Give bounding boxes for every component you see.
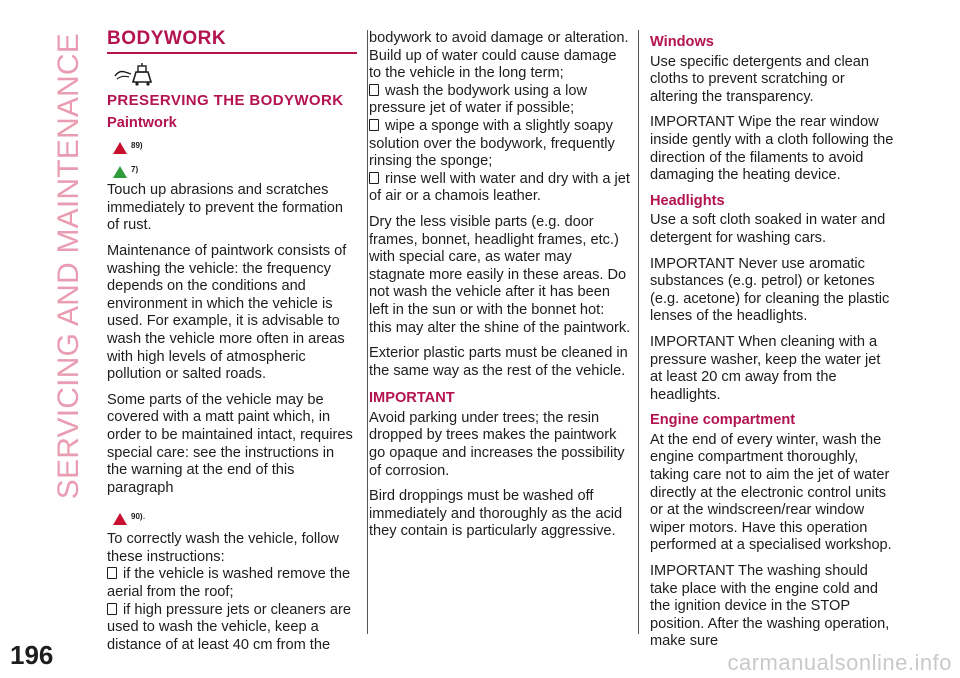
paragraph: Exterior plastic parts must be cleaned in the same way as the rest of the vehicle.	[369, 345, 628, 379]
column-2	[369, 30, 631, 549]
paragraph: bodywork to avoid damage or alteration. Build up of water could cause damage to the vehicle in the long term;	[369, 30, 629, 82]
hand-washing-car-icon	[111, 62, 357, 86]
paragraph: Avoid parking under trees; the resin dropped by trees makes the paintwork go opaque and increases the possibility of corrosion.	[369, 409, 625, 479]
side-chapter-title: SERVICING AND MAINTENANCE	[52, 33, 85, 500]
paragraph: Use a soft cloth soaked in water and detergent for washing cars.	[650, 212, 886, 246]
section-title: BODYWORK	[107, 30, 357, 54]
column-divider	[367, 30, 368, 634]
paragraph: Bird droppings must be washed off immediately and thoroughly as the acid they contain is particularly aggressive.	[369, 488, 623, 540]
list-item: if the vehicle is washed remove the aerial from the roof;	[107, 566, 351, 601]
paragraph: IMPORTANT The washing should take place with the engine cold and the ignition device in the STOP position. After the washing operation, make sure	[650, 563, 890, 650]
paragraph: Maintenance of paintwork consists of washing the vehicle: the frequency depends on the conditions and environment in which the vehicle is used. For example, it is advisable to wash the vehicle more often in areas with high levels of atmospheric pollution or salted roads.	[107, 242, 347, 383]
windows-heading: Windows	[650, 34, 714, 50]
paintwork-heading: Paintwork	[107, 114, 177, 131]
paragraph: Use specific detergents and clean cloths to prevent scratching or altering the transparency.	[650, 53, 870, 105]
checkbox-bullet-icon	[369, 84, 379, 96]
paragraph: At the end of every winter, wash the engine compartment thoroughly, taking care not to aim the jet of water directly at the electronic control units or at the windscreen/rear window wiper motors. Have this operation performed at a specialised workshop.	[650, 431, 892, 554]
environment-leaf-icon	[113, 166, 127, 178]
warning-triangle-icon	[113, 142, 127, 154]
headlights-heading: Headlights	[650, 192, 725, 209]
warning-triangle-icon	[113, 513, 127, 525]
list-item: wash the bodywork using a low pressure jet of water if possible;	[369, 82, 587, 117]
paragraph: IMPORTANT Wipe the rear window inside gently with a cloth following the direction of the filaments to avoid damaging the heating device.	[650, 114, 894, 184]
column-1	[107, 30, 357, 654]
checkbox-bullet-icon	[107, 603, 117, 615]
paragraph: Touch up abrasions and scratches immediately to prevent the formation of rust.	[107, 182, 344, 234]
warning-ref-90: 90) .	[113, 505, 357, 525]
important-heading: IMPORTANT	[369, 390, 455, 407]
column-3	[650, 30, 895, 659]
paragraph: Dry the less visible parts (e.g. door frames, bonnet, headlight frames, etc.) with special care, as water may stagnate more easily in these areas. Do not wash the vehicle after it has been left in the sun or with the bonnet hot: this may alter the shine of the paintwork.	[369, 213, 631, 336]
list-item: rinse well with water and dry with a jet of air or a chamois leather.	[369, 170, 630, 205]
warning-ref-89: 89)	[113, 134, 357, 154]
watermark: carmanualsonline.info	[727, 650, 952, 675]
checkbox-bullet-icon	[107, 567, 117, 579]
list-item: if high pressure jets or cleaners are used to wash the vehicle, keep a distance of at least 40 cm from the	[107, 601, 351, 653]
checkbox-bullet-icon	[369, 172, 379, 184]
paragraph: Some parts of the vehicle may be covered with a matt paint which, in order to be maintained intact, requires special care: see the instructions in the warning at the end of this paragraph	[107, 391, 353, 496]
engine-compartment-heading: Engine compartment	[650, 412, 796, 429]
paragraph: IMPORTANT Never use aromatic substances (e.g. petrol) or ketones (e.g. acetone) for cleaning the plastic lenses of the headlights.	[650, 255, 890, 325]
paragraph: To correctly wash the vehicle, follow these instructions:	[107, 531, 339, 565]
environment-ref-7: 7)	[113, 158, 357, 178]
sub-title: PRESERVING THE BODYWORK	[107, 91, 344, 109]
checkbox-bullet-icon	[369, 119, 379, 131]
page-number: 196	[10, 640, 54, 670]
column-divider	[638, 30, 639, 634]
list-item: wipe a sponge with a slightly soapy solution over the bodywork, frequently rinsing the sponge;	[369, 117, 615, 170]
paragraph: IMPORTANT When cleaning with a pressure washer, keep the water jet at least 20 cm away from the headlights.	[650, 333, 881, 403]
